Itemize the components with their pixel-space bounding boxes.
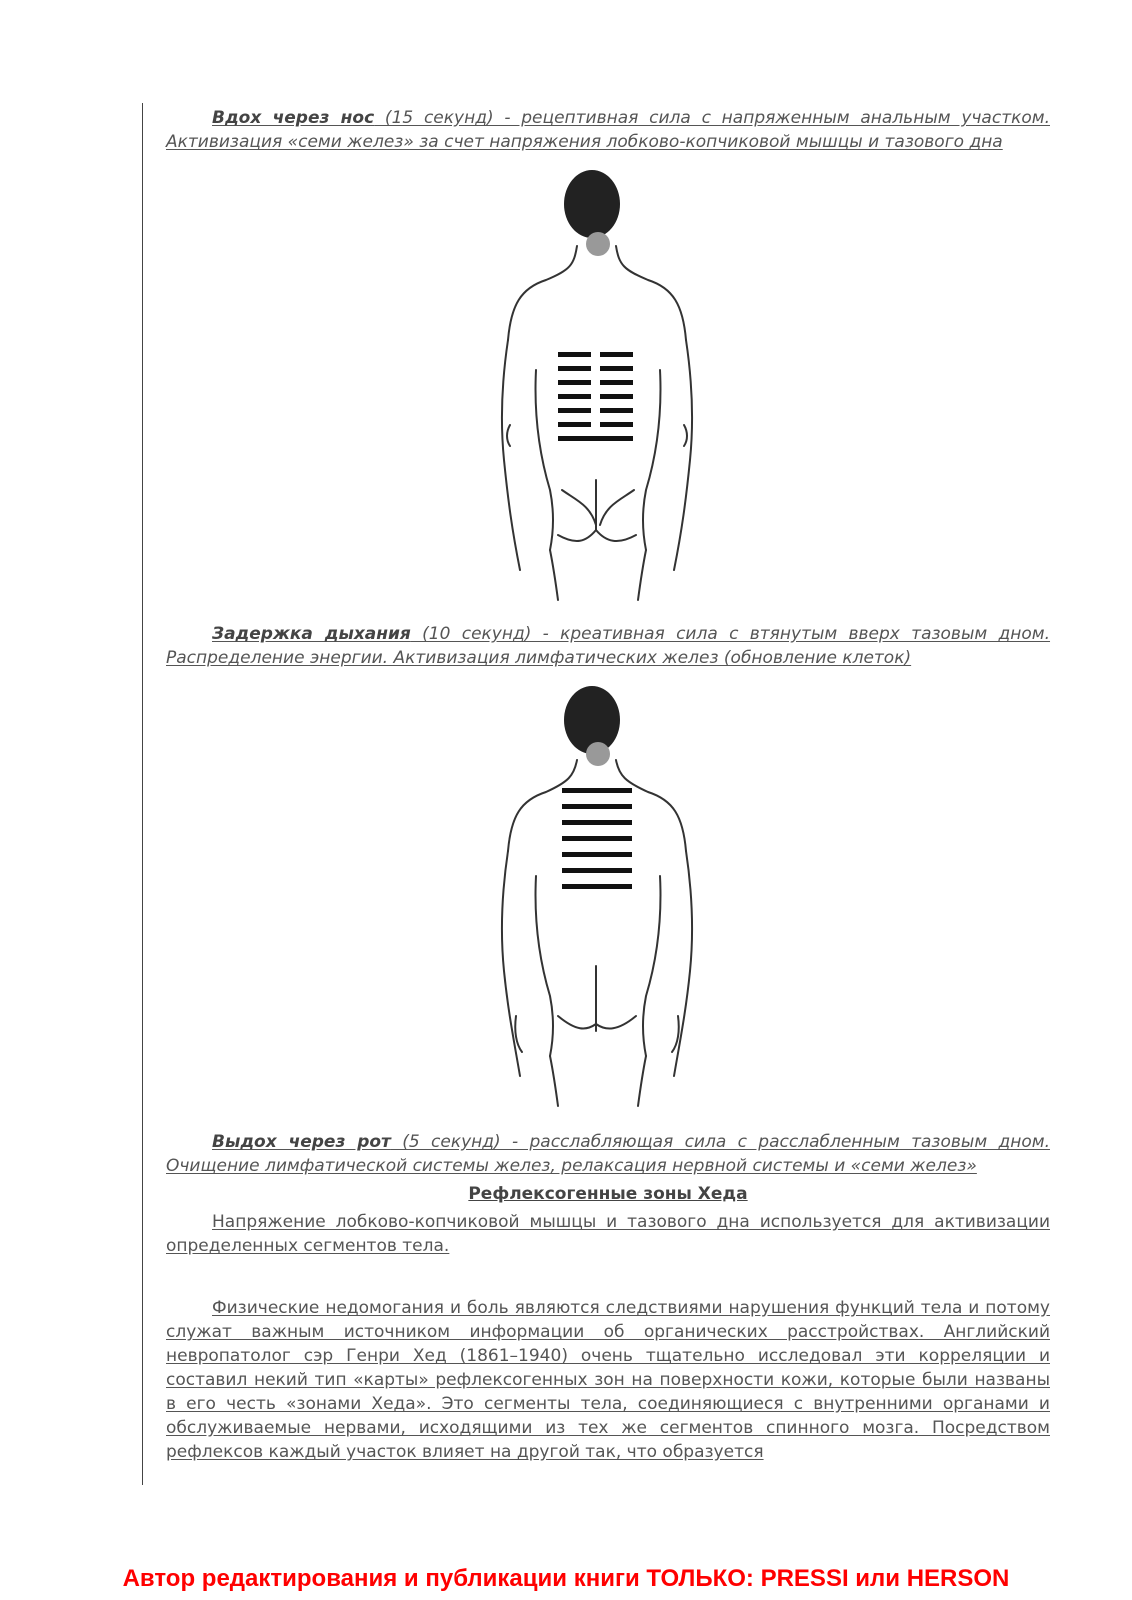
hold-text: (10 секунд) - креативная сила с втянутым вверх тазовым дном. Распределение энергии. Активизация лимфатических желез (обновление клеток)	[166, 624, 1051, 668]
body-paragraph: Физические недомогания и боль являются следствиями нарушения функций тела и потому служат важным источником информации об органических расстройствах. Английский невропатолог сэр Генри Хед (1861–1940) очень тщательно исследовал эти корреляции и составил некий тип «карты» рефлексогенных зон на поверхности кожи, которые были названы в его честь «зонами Хеда». Это сегменты тела, соединяющиеся с внутренними органами и обслуживаемые нервами, исходящими из тех же сегментов спинного мозга. Посредством рефлексов каждый участок влияет на другой так, что образуется	[166, 1298, 1050, 1462]
margin-rule	[142, 103, 143, 1485]
inhale-lead: Вдох через нос	[212, 108, 375, 128]
body-paragraph: Напряжение лобково-копчиковой мышцы и тазового дна используется для активизации определенных сегментов тела.	[166, 1212, 1050, 1256]
hold-lead: Задержка дыхания	[212, 624, 411, 644]
section-exhale	[166, 1130, 1050, 1178]
inhale-paragraph	[166, 106, 1050, 154]
exhale-paragraph	[166, 1130, 1050, 1178]
back-figure-upper-icon	[476, 686, 716, 1111]
section-hold	[166, 622, 1050, 670]
body-intro	[166, 1210, 1050, 1258]
footer-notice: Автор редактирования и публикации книги ТОЛЬКО: PRESSI или HERSON	[122, 1565, 1010, 1592]
back-figure-lower-icon	[476, 170, 716, 605]
exhale-lead: Выдох через рот	[212, 1132, 391, 1152]
inhale-text: (15 секунд) - рецептивная сила с напряженным анальным участком. Активизация «семи желез» за счет напряжения лобково-копчиковой мышцы и тазового дна	[166, 108, 1050, 152]
hold-paragraph	[166, 622, 1050, 670]
section-inhale	[166, 106, 1050, 154]
exhale-text: (5 секунд) - расслабляющая сила с расслабленным тазовым дном. Очищение лимфатической системы желез, релаксация нервной системы и «семи желез»	[166, 1132, 1050, 1176]
section-heading: Рефлексогенные зоны Хеда	[468, 1184, 748, 1204]
body-main	[166, 1296, 1050, 1464]
